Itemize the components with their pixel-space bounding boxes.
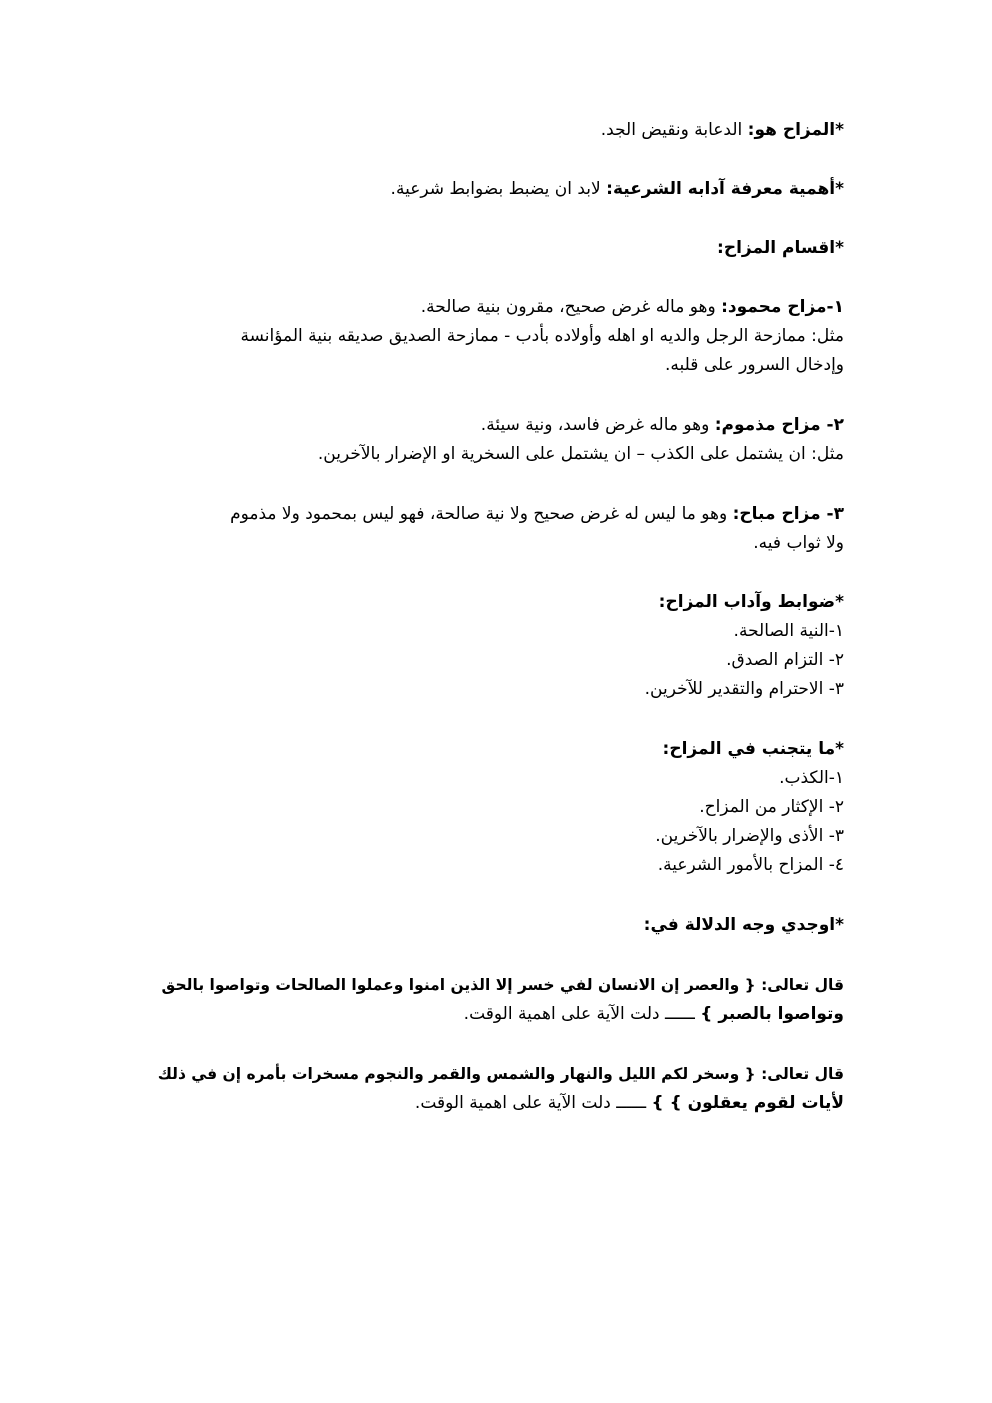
verse-asr-note: ــــــ دلت الآية على اهمية الوقت. (463, 1004, 701, 1024)
importance-text: لابد ان يضبط بضوابط شرعية. (390, 179, 607, 199)
list-item: ١-الكذب. (779, 768, 844, 788)
type-praised-example-1: مثل: ممازحة الرجل والديه او اهله وأولاده بأدب - ممازحة الصديق صديقه بنية المؤانسة (240, 326, 844, 346)
verse-sakhkhar-note: ــــــ دلت الآية على اهمية الوقت. (414, 1093, 652, 1113)
type-blameworthy-label: ٢- مزاح مذموم: (714, 415, 844, 435)
rules-heading: *ضوابط وآداب المزاح: (658, 592, 844, 612)
avoid-heading: *ما يتجنب في المزاح: (662, 739, 844, 759)
type-praised-label: ١-مزاح محمود: (721, 297, 844, 317)
document-page (154, 116, 844, 1118)
list-item: ١-النية الصالحة. (733, 621, 844, 641)
rules-list (154, 617, 844, 704)
verse-sakhkhar-line-2: لأيات لقوم يعقلون } } (651, 1093, 844, 1113)
list-item: ٢- الإكثار من المزاح. (699, 797, 844, 817)
type-blameworthy-example: مثل: ان يشتمل على الكذب – ان يشتمل على السخرية او الإضرار بالآخرين. (317, 444, 844, 464)
type-praised-text: وهو ماله غرض صحيح، مقرون بنية صالحة. (420, 297, 722, 317)
definition-text: الدعابة ونقيض الجد. (600, 120, 748, 140)
type-permissible-text-1: وهو ما ليس له غرض صحيح ولا نية صالحة، فهو ليس بمحمود ولا مذموم (230, 504, 733, 524)
list-item: ٣- الأذى والإضرار بالآخرين. (655, 826, 844, 846)
type-permissible-text-2: ولا ثواب فيه. (753, 533, 844, 553)
list-item: ٢- التزام الصدق. (726, 650, 844, 670)
verse-asr (154, 971, 844, 1029)
definition-label: *المزاح هو: (747, 120, 844, 140)
verse-asr-line-1: قال تعالى: { والعصر إن الانسان لفي خسر إلا الذين امنوا وعملوا الصالحات وتواصوا بالحق (161, 976, 844, 994)
type-praised-example-2: وإدخال السرور على قلبه. (665, 355, 844, 375)
type-praised (154, 293, 844, 380)
definition-paragraph (154, 116, 844, 145)
importance-label: *أهمية معرفة آدابه الشرعية: (606, 179, 844, 199)
importance-paragraph (154, 175, 844, 204)
list-item: ٤- المزاح بالأمور الشرعية. (657, 855, 844, 875)
list-item: ٣- الاحترام والتقدير للآخرين. (644, 679, 844, 699)
type-blameworthy (154, 411, 844, 469)
verse-sakhkhar (154, 1060, 844, 1118)
type-blameworthy-text: وهو ماله غرض فاسد، ونية سيئة. (480, 415, 715, 435)
verse-asr-line-2: وتواصوا بالصبر } (700, 1004, 844, 1024)
avoid-list (154, 764, 844, 880)
evidence-heading: *اوجدي وجه الدلالة في: (643, 915, 844, 935)
types-heading: *اقسام المزاح: (717, 238, 844, 258)
type-permissible (154, 500, 844, 558)
type-permissible-label: ٣- مزاح مباح: (732, 504, 844, 524)
verse-sakhkhar-line-1: قال تعالى: { وسخر لكم الليل والنهار والشمس والقمر والنجوم مسخرات بأمره إن في ذلك (157, 1065, 844, 1083)
